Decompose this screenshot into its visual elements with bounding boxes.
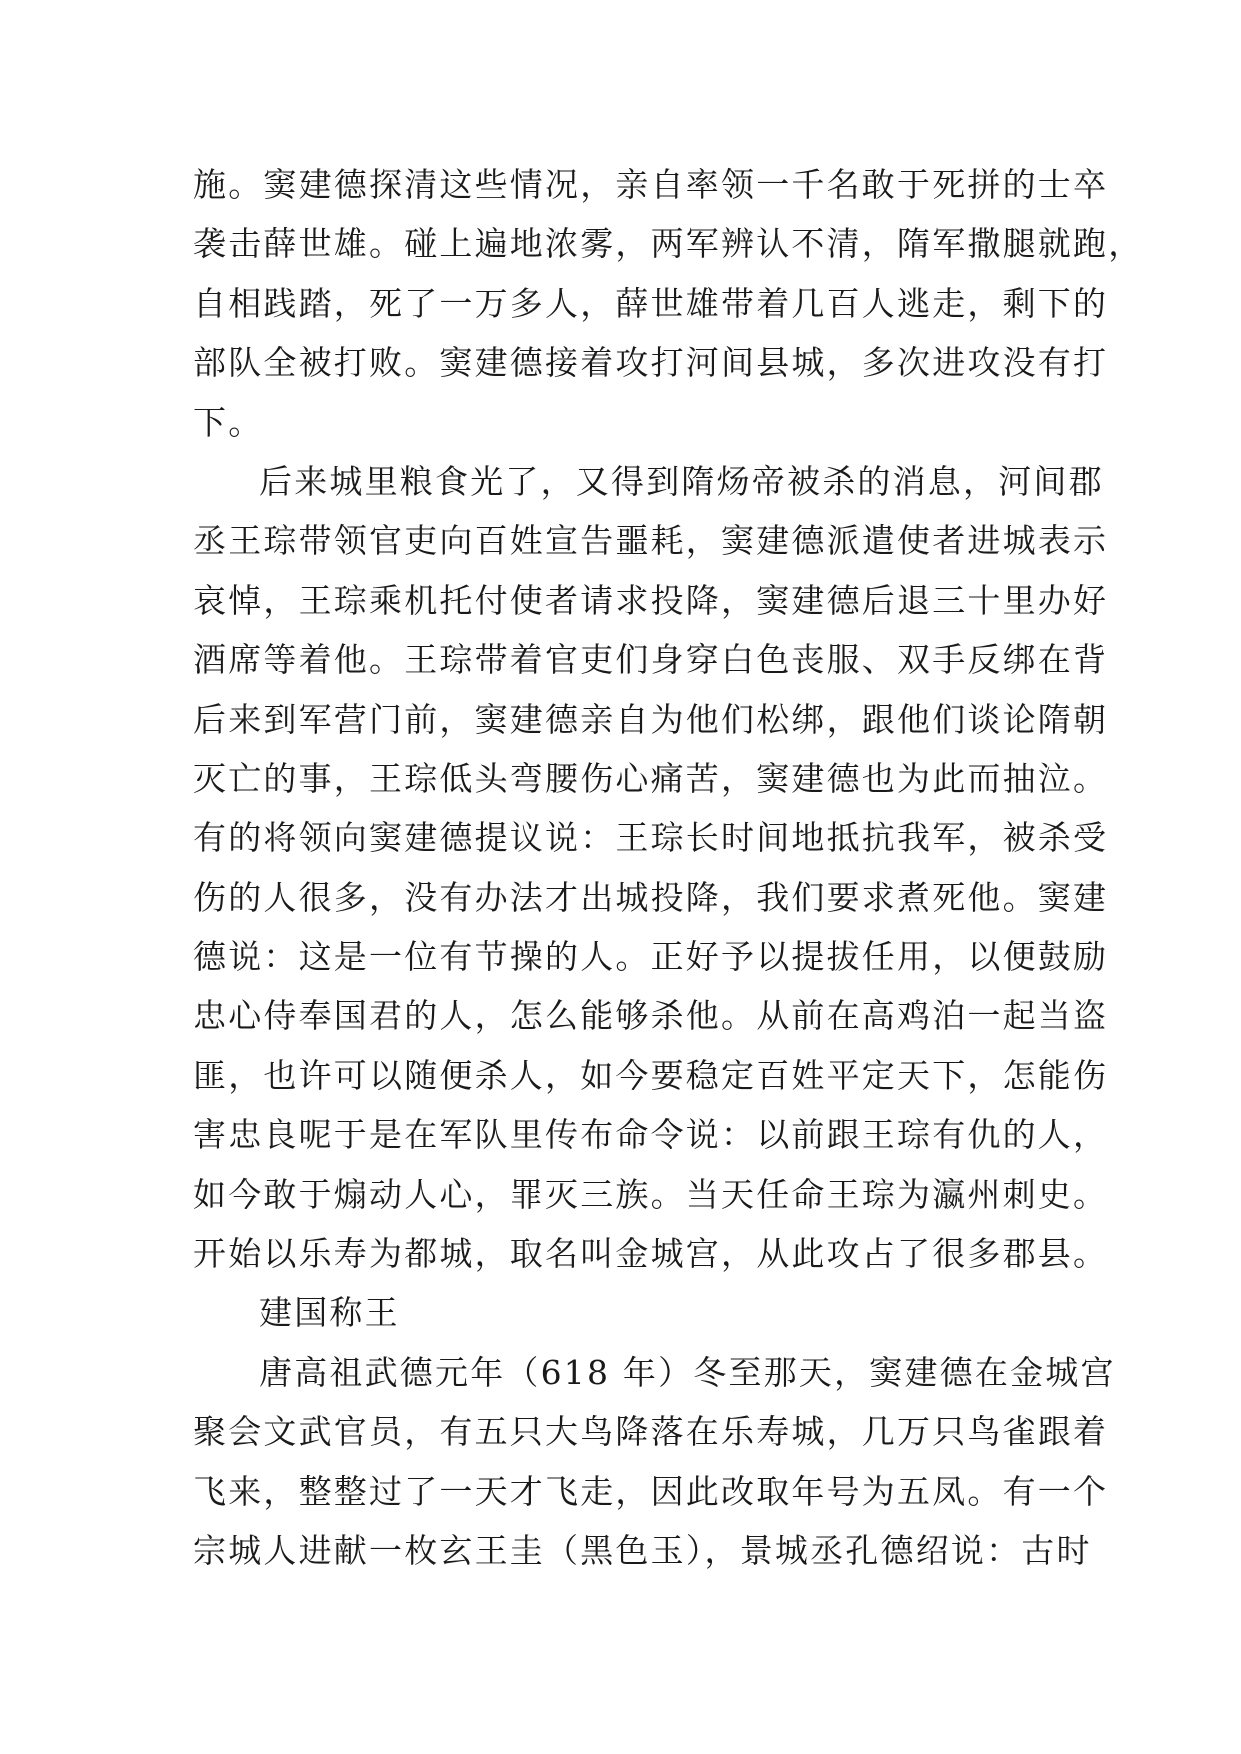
paragraph-start-line: 唐高祖武德元年（618 年）冬至那天，窦建德在金城宫 (259, 1352, 1116, 1392)
text-line: 丞王琮带领官吏向百姓宣告噩耗，窦建德派遣使者进城表示 (193, 521, 1109, 561)
text-line: 酒席等着他。王琮带着官吏们身穿白色丧服、双手反绑在背 (193, 640, 1109, 680)
body-text (193, 155, 1144, 1580)
text-line: 如今敢于煽动人心，罪灭三族。当天任命王琮为瀛州刺史。 (193, 1174, 1109, 1214)
text-line: 哀悼，王琮乘机托付使者请求投降，窦建德后退三十里办好 (193, 580, 1109, 620)
paragraph-start-line: 后来城里粮食光了，又得到隋炀帝被杀的消息，河间郡 (259, 461, 1104, 501)
text-line: 伤的人很多，没有办法才出城投降，我们要求煮死他。窦建 (193, 877, 1109, 917)
text-line: 自相践踏，死了一万多人，薛世雄带着几百人逃走，剩下的 (193, 283, 1109, 323)
text-line: 聚会文武官员，有五只大鸟降落在乐寿城，几万只鸟雀跟着 (193, 1412, 1109, 1452)
text-line: 后来到军营门前，窦建德亲自为他们松绑，跟他们谈论隋朝 (193, 699, 1109, 739)
text-line: 宗城人进献一枚玄王圭（黑色玉），景城丞孔德绍说：古时 (193, 1530, 1092, 1570)
text-line: 施。窦建德探清这些情况，亲自率领一千名敢于死拼的士卒 (193, 165, 1109, 204)
text-line: 忠心侍奉国君的人，怎么能够杀他。从前在高鸡泊一起当盗 (193, 996, 1109, 1036)
text-line: 灭亡的事，王琮低头弯腰伤心痛苦，窦建德也为此而抽泣。 (193, 758, 1109, 798)
text-line: 下。 (193, 402, 264, 442)
text-line: 开始以乐寿为都城，取名叫金城宫，从此攻占了很多郡县。 (193, 1234, 1109, 1274)
section-heading: 建国称王 (259, 1293, 400, 1333)
text-line: 飞来，整整过了一天才飞走，因此改取年号为五凤。有一个 (193, 1471, 1109, 1511)
text-line: 袭击薛世雄。碰上遍地浓雾，两军辨认不清，隋军撒腿就跑， (193, 224, 1144, 264)
text-line: 德说：这是一位有节操的人。正好予以提拔任用，以便鼓励 (193, 937, 1109, 977)
text-line: 匪，也许可以随便杀人，如今要稳定百姓平定天下，怎能伤 (193, 1055, 1109, 1095)
text-line: 部队全被打败。窦建德接着攻打河间县城，多次进攻没有打 (193, 343, 1109, 383)
text-line: 有的将领向窦建德提议说：王琮长时间地抵抗我军，被杀受 (193, 818, 1109, 858)
text-line: 害忠良呢于是在军队里传布命令说：以前跟王琮有仇的人， (193, 1115, 1109, 1155)
